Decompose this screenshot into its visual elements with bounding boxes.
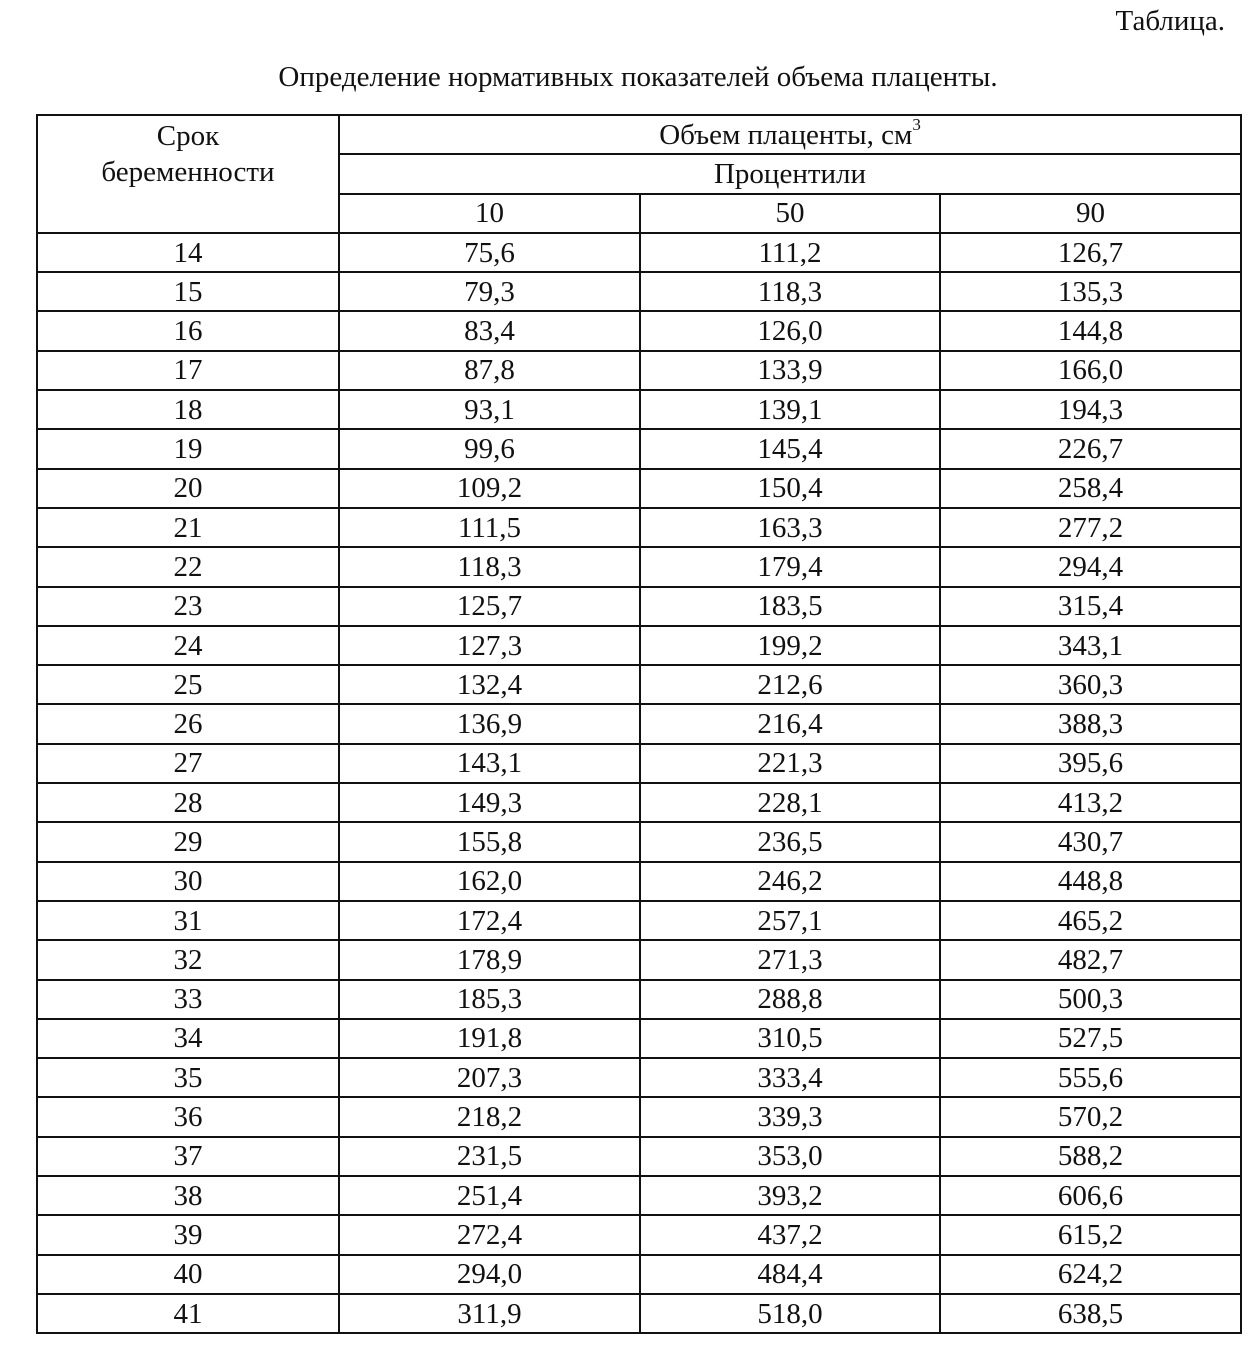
p50-cell: 179,4	[640, 547, 940, 586]
p50-cell: 228,1	[640, 783, 940, 822]
week-cell: 24	[37, 626, 339, 665]
term-header-cell	[37, 115, 339, 233]
p10-cell: 155,8	[339, 822, 640, 861]
p10-cell: 99,6	[339, 429, 640, 468]
table-row	[37, 822, 1241, 861]
table-row	[37, 1215, 1241, 1254]
p10-cell: 118,3	[339, 547, 640, 586]
table-row	[37, 626, 1241, 665]
p10-cell: 109,2	[339, 469, 640, 508]
table-row	[37, 1176, 1241, 1215]
table-row	[37, 587, 1241, 626]
p10-cell: 231,5	[339, 1137, 640, 1176]
table-row	[37, 901, 1241, 940]
week-cell: 37	[37, 1137, 339, 1176]
table-body	[37, 233, 1241, 1333]
p90-cell: 430,7	[940, 822, 1241, 861]
p50-cell: 139,1	[640, 390, 940, 429]
p10-cell: 191,8	[339, 1019, 640, 1058]
p10-cell: 162,0	[339, 862, 640, 901]
percentile-50-header: 50	[640, 194, 940, 233]
table-row	[37, 783, 1241, 822]
week-cell: 25	[37, 665, 339, 704]
week-cell: 15	[37, 272, 339, 311]
p10-cell: 294,0	[339, 1255, 640, 1294]
week-cell: 39	[37, 1215, 339, 1254]
p10-cell: 207,3	[339, 1058, 640, 1097]
p50-cell: 150,4	[640, 469, 940, 508]
p50-cell: 126,0	[640, 311, 940, 350]
table-row	[37, 980, 1241, 1019]
p10-cell: 75,6	[339, 233, 640, 272]
table-row	[37, 233, 1241, 272]
p90-cell: 315,4	[940, 587, 1241, 626]
p90-cell: 624,2	[940, 1255, 1241, 1294]
p50-cell: 199,2	[640, 626, 940, 665]
week-cell: 17	[37, 351, 339, 390]
week-cell: 34	[37, 1019, 339, 1058]
p50-cell: 111,2	[640, 233, 940, 272]
p50-cell: 271,3	[640, 940, 940, 979]
p50-cell: 437,2	[640, 1215, 940, 1254]
p90-cell: 360,3	[940, 665, 1241, 704]
week-cell: 21	[37, 508, 339, 547]
p50-cell: 310,5	[640, 1019, 940, 1058]
p50-cell: 288,8	[640, 980, 940, 1019]
table-row	[37, 390, 1241, 429]
p50-cell: 133,9	[640, 351, 940, 390]
volume-header-label: Объем плаценты, см	[659, 118, 913, 151]
table-row	[37, 1255, 1241, 1294]
p10-cell: 143,1	[339, 744, 640, 783]
week-cell: 16	[37, 311, 339, 350]
week-cell: 41	[37, 1294, 339, 1333]
p90-cell: 395,6	[940, 744, 1241, 783]
week-cell: 40	[37, 1255, 339, 1294]
p10-cell: 125,7	[339, 587, 640, 626]
percentile-90-header: 90	[940, 194, 1241, 233]
p90-cell: 343,1	[940, 626, 1241, 665]
p90-cell: 555,6	[940, 1058, 1241, 1097]
p50-cell: 163,3	[640, 508, 940, 547]
p10-cell: 218,2	[339, 1097, 640, 1136]
percentile-10-header: 10	[339, 194, 640, 233]
week-cell: 32	[37, 940, 339, 979]
week-cell: 18	[37, 390, 339, 429]
table-row	[37, 1019, 1241, 1058]
p10-cell: 132,4	[339, 665, 640, 704]
p90-cell: 144,8	[940, 311, 1241, 350]
p50-cell: 518,0	[640, 1294, 940, 1333]
p10-cell: 272,4	[339, 1215, 640, 1254]
page-title: Определение нормативных показателей объема плаценты.	[278, 61, 998, 93]
p10-cell: 136,9	[339, 704, 640, 743]
table-row	[37, 547, 1241, 586]
table-caption: Таблица.	[1115, 5, 1225, 37]
table-row	[37, 940, 1241, 979]
p10-cell: 83,4	[339, 311, 640, 350]
p50-cell: 246,2	[640, 862, 940, 901]
table-row	[37, 1058, 1241, 1097]
p90-cell: 135,3	[940, 272, 1241, 311]
p10-cell: 311,9	[339, 1294, 640, 1333]
p90-cell: 527,5	[940, 1019, 1241, 1058]
week-cell: 29	[37, 822, 339, 861]
p90-cell: 413,2	[940, 783, 1241, 822]
header-row-volume	[37, 115, 1241, 154]
p10-cell: 172,4	[339, 901, 640, 940]
week-cell: 22	[37, 547, 339, 586]
table-row	[37, 429, 1241, 468]
term-header-line-1: Срок	[156, 120, 220, 152]
volume-header-cell	[339, 115, 1241, 154]
term-header-line-2: беременности	[101, 156, 275, 188]
p90-cell: 226,7	[940, 429, 1241, 468]
p90-cell: 194,3	[940, 390, 1241, 429]
p50-cell: 183,5	[640, 587, 940, 626]
table-row	[37, 704, 1241, 743]
volume-unit-superscript: 3	[912, 114, 921, 134]
table-row	[37, 469, 1241, 508]
table-row	[37, 351, 1241, 390]
week-cell: 27	[37, 744, 339, 783]
p10-cell: 178,9	[339, 940, 640, 979]
placenta-volume-table	[36, 114, 1242, 1334]
table-row	[37, 272, 1241, 311]
p50-cell: 216,4	[640, 704, 940, 743]
p90-cell: 166,0	[940, 351, 1241, 390]
week-cell: 31	[37, 901, 339, 940]
table-row	[37, 665, 1241, 704]
week-cell: 14	[37, 233, 339, 272]
table-row	[37, 1294, 1241, 1333]
table-row	[37, 311, 1241, 350]
week-cell: 36	[37, 1097, 339, 1136]
week-cell: 38	[37, 1176, 339, 1215]
week-cell: 20	[37, 469, 339, 508]
week-cell: 28	[37, 783, 339, 822]
p90-cell: 126,7	[940, 233, 1241, 272]
p10-cell: 93,1	[339, 390, 640, 429]
p10-cell: 149,3	[339, 783, 640, 822]
p50-cell: 236,5	[640, 822, 940, 861]
p90-cell: 638,5	[940, 1294, 1241, 1333]
p50-cell: 484,4	[640, 1255, 940, 1294]
p10-cell: 127,3	[339, 626, 640, 665]
p90-cell: 388,3	[940, 704, 1241, 743]
p50-cell: 212,6	[640, 665, 940, 704]
p50-cell: 353,0	[640, 1137, 940, 1176]
p90-cell: 482,7	[940, 940, 1241, 979]
p90-cell: 465,2	[940, 901, 1241, 940]
p90-cell: 294,4	[940, 547, 1241, 586]
table-row	[37, 744, 1241, 783]
p10-cell: 79,3	[339, 272, 640, 311]
p10-cell: 87,8	[339, 351, 640, 390]
p50-cell: 333,4	[640, 1058, 940, 1097]
p50-cell: 145,4	[640, 429, 940, 468]
p50-cell: 339,3	[640, 1097, 940, 1136]
week-cell: 30	[37, 862, 339, 901]
p90-cell: 258,4	[940, 469, 1241, 508]
p90-cell: 588,2	[940, 1137, 1241, 1176]
table-row	[37, 862, 1241, 901]
p90-cell: 615,2	[940, 1215, 1241, 1254]
p90-cell: 277,2	[940, 508, 1241, 547]
week-cell: 23	[37, 587, 339, 626]
week-cell: 26	[37, 704, 339, 743]
percentiles-header-cell: Процентили	[339, 154, 1241, 193]
p10-cell: 251,4	[339, 1176, 640, 1215]
table-header	[37, 115, 1241, 233]
week-cell: 35	[37, 1058, 339, 1097]
week-cell: 33	[37, 980, 339, 1019]
p50-cell: 221,3	[640, 744, 940, 783]
p90-cell: 448,8	[940, 862, 1241, 901]
table-row	[37, 1097, 1241, 1136]
p10-cell: 185,3	[339, 980, 640, 1019]
p90-cell: 606,6	[940, 1176, 1241, 1215]
p90-cell: 570,2	[940, 1097, 1241, 1136]
p50-cell: 257,1	[640, 901, 940, 940]
table-row	[37, 508, 1241, 547]
p90-cell: 500,3	[940, 980, 1241, 1019]
p10-cell: 111,5	[339, 508, 640, 547]
p50-cell: 393,2	[640, 1176, 940, 1215]
week-cell: 19	[37, 429, 339, 468]
p50-cell: 118,3	[640, 272, 940, 311]
table-row	[37, 1137, 1241, 1176]
